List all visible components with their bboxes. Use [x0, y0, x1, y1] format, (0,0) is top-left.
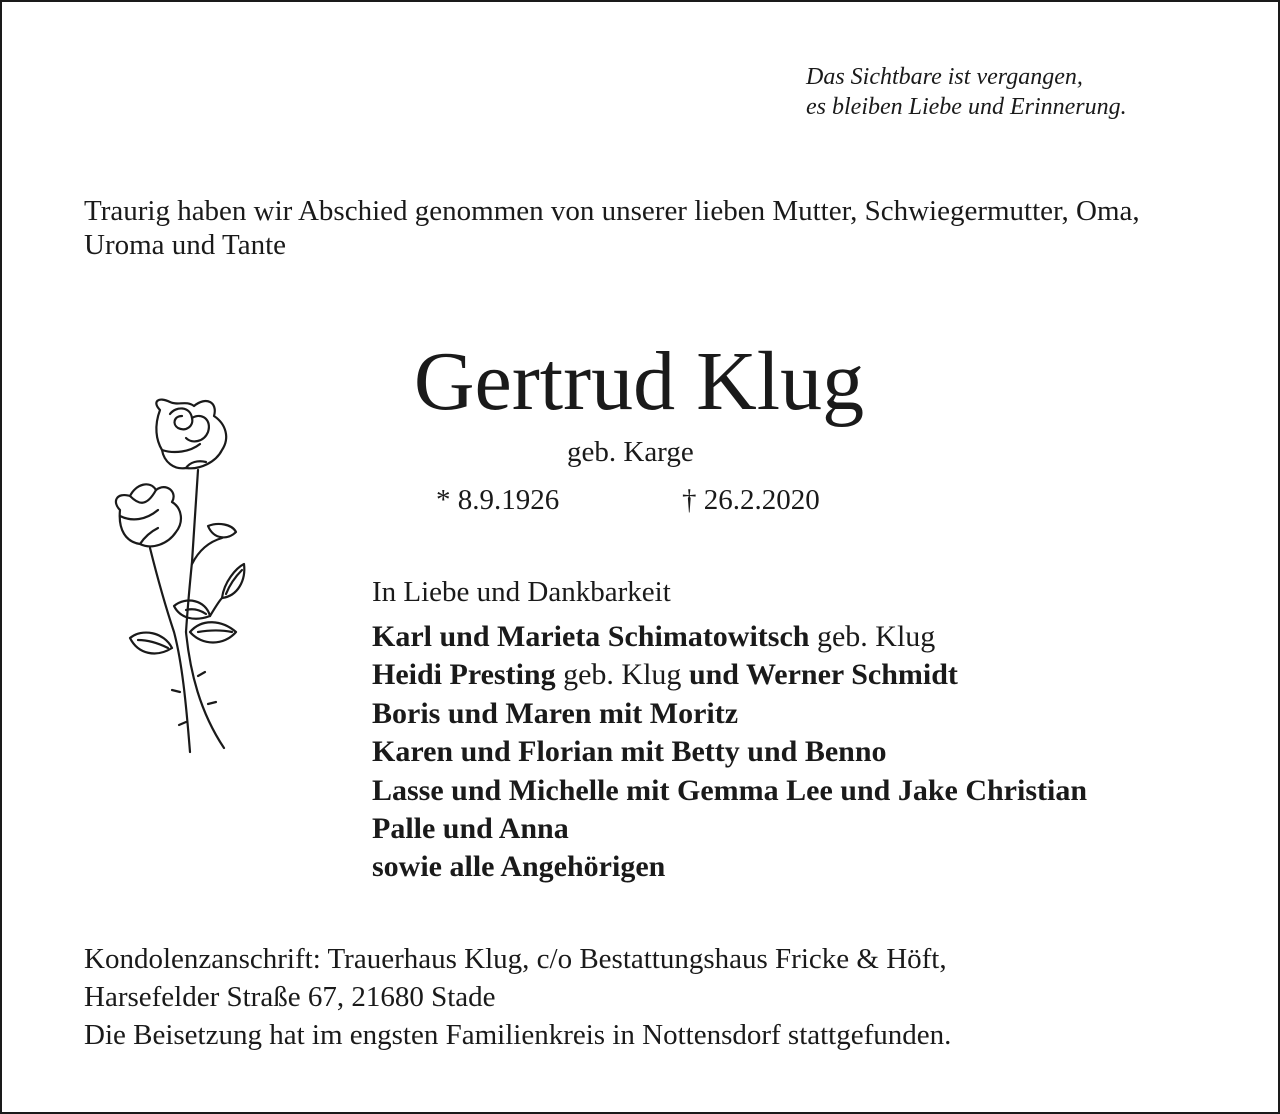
maiden-note: geb. Klug	[563, 658, 682, 692]
maiden-note: geb. Klug	[816, 620, 936, 653]
quote-line-2: es bleiben Liebe und Erinnerung.	[806, 94, 1127, 120]
maiden-name: geb. Karge	[567, 436, 694, 468]
quote-line-1: Das Sichtbare ist vergangen,	[806, 64, 1083, 90]
intro-text: Traurig haben wir Abschied genommen von unserer lieben Mutter, Schwiegermutter, Oma, Uroma und Tante	[84, 195, 1140, 261]
footer-info	[84, 940, 1224, 1054]
condolence-address-line-2: Harsefelder Straße 67, 21680 Stade	[84, 981, 496, 1013]
mourner-names: und Werner Schmidt	[688, 658, 958, 692]
list-item	[372, 733, 1087, 771]
mourner-names: Heidi Presting	[372, 658, 556, 692]
memorial-quote	[806, 62, 1127, 122]
mourner-names: sowie alle Angehörigen	[372, 850, 666, 884]
rose-icon	[90, 392, 260, 772]
death-date: † 26.2.2020	[682, 484, 820, 516]
list-item	[372, 618, 1087, 656]
mourner-names: Boris und Maren mit Moritz	[372, 696, 739, 730]
mourner-names: Lasse und Michelle mit Gemma Lee und Jake Christian	[372, 773, 1088, 807]
deceased-name-text: Gertrud Klug	[413, 335, 865, 428]
list-item	[372, 848, 1087, 886]
mourner-names: Karen und Florian mit Betty und Benno	[372, 735, 887, 769]
list-item	[372, 810, 1087, 848]
mourner-names: Palle und Anna	[372, 812, 569, 846]
birth-date: * 8.9.1926	[436, 484, 560, 516]
mourner-names: Karl und Marieta Schimatowitsch	[372, 620, 810, 653]
mourners-list	[372, 618, 1087, 887]
signoff-text: In Liebe und Dankbarkeit	[372, 576, 671, 608]
burial-note: Die Beisetzung hat im engsten Familienkreis in Nottensdorf stattgefunden.	[84, 1019, 952, 1051]
list-item	[372, 695, 1087, 733]
condolence-address-line-1: Kondolenzanschrift: Trauerhaus Klug, c/o Bestattungshaus Fricke & Höft,	[84, 943, 947, 975]
list-item	[372, 772, 1087, 810]
list-item	[372, 656, 1087, 694]
